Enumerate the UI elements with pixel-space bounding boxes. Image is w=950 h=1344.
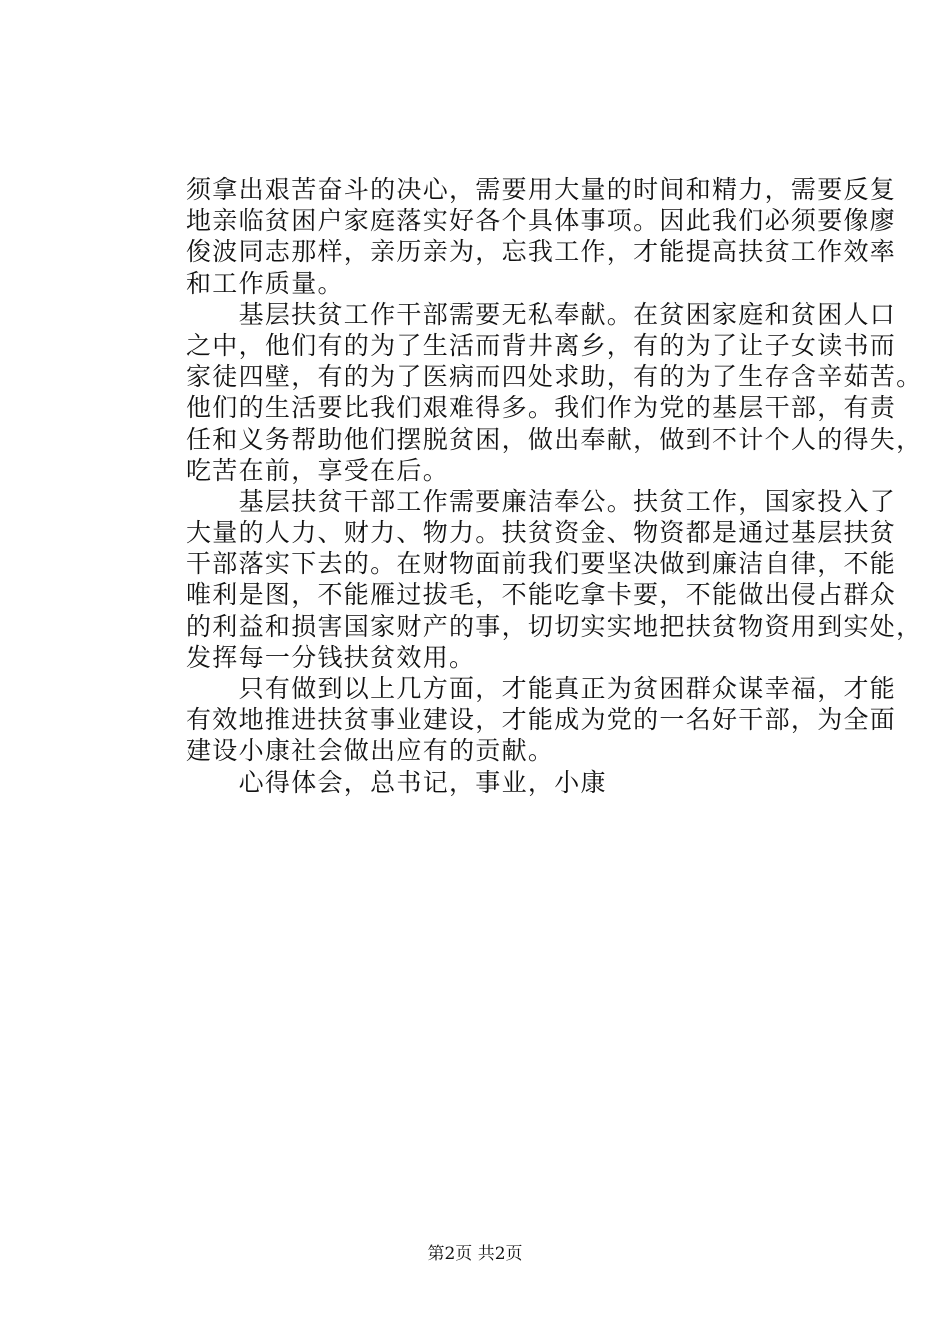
paragraph-start-line: 基层扶贫干部工作需要廉洁奉公。扶贫工作，国家投入了: [186, 486, 897, 516]
paragraph-start-line: 基层扶贫工作干部需要无私奉献。在贫困家庭和贫困人口: [186, 299, 897, 329]
text-line: 唯利是图，不能雁过拔毛，不能吃拿卡要，不能做出侵占群众: [186, 580, 897, 610]
text-line: 吃苦在前，享受在后。: [186, 455, 450, 485]
text-line: 和工作质量。: [186, 268, 344, 298]
text-line: 须拿出艰苦奋斗的决心，需要用大量的时间和精力，需要反复: [186, 175, 897, 204]
text-line: 俊波同志那样，亲历亲为，忘我工作，才能提高扶贫工作效率: [186, 237, 897, 267]
text-line: 大量的人力、财力、物力。扶贫资金、物资都是通过基层扶贫: [186, 518, 897, 548]
text-line: 发挥每一分钱扶贫效用。: [186, 642, 476, 672]
text-line: 家徒四壁，有的为了医病而四处求助，有的为了生存含辛茹苦。: [186, 362, 923, 392]
page-number-footer: 第2页 共2页: [427, 1244, 523, 1264]
text-line: 他们的生活要比我们艰难得多。我们作为党的基层干部，有责: [186, 393, 897, 423]
paragraph-start-line: 只有做到以上几方面，才能真正为贫困群众谋幸福，才能: [186, 674, 897, 703]
text-line: 任和义务帮助他们摆脱贫困，做出奉献，做到不计个人的得失，: [186, 424, 923, 454]
text-line: 建设小康社会做出应有的贡献。: [186, 736, 555, 766]
text-line: 有效地推进扶贫事业建设，才能成为党的一名好干部，为全面: [186, 705, 897, 735]
document-body: [186, 174, 923, 798]
text-line: 地亲临贫困户家庭落实好各个具体事项。因此我们必须要像廖: [186, 206, 897, 236]
text-line: 干部落实下去的。在财物面前我们要坚决做到廉洁自律，不能: [186, 549, 897, 579]
text-line: 之中，他们有的为了生活而背井离乡，有的为了让子女读书而: [186, 330, 897, 360]
keywords-line: 心得体会，总书记，事业，小康: [186, 767, 607, 797]
text-line: 的利益和损害国家财产的事，切切实实地把扶贫物资用到实处，: [186, 611, 923, 641]
